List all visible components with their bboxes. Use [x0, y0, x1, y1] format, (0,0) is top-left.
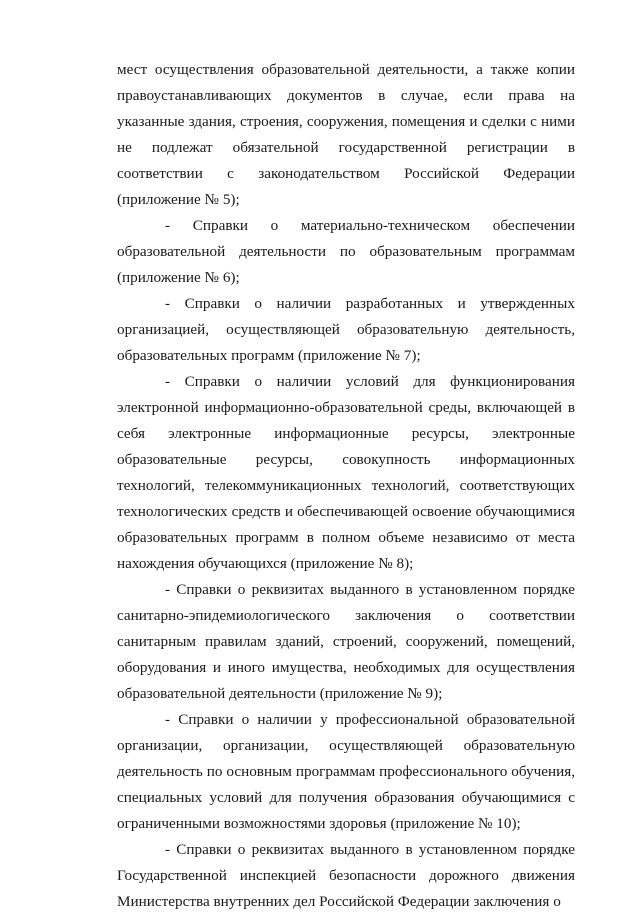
- list-item-appendix-6: - Справки о материально-техническом обеспечении образовательной деятельности по образовательным программам (приложение № 6);: [117, 217, 575, 286]
- paragraph-continuation: мест осуществления образовательной деятельности, а также копии правоустанавливающих документов в случае, если права на указанные здания, строения, сооружения, помещения и сделки с ними не подлежат обязательной государственной регистрации в соответствии с законодательством Российской Федерации (приложение № 5);: [117, 61, 575, 208]
- list-item-appendix-9: - Справки о реквизитах выданного в установленном порядке санитарно-эпидемиологического заключения о соответствии санитарным правилам зданий, строений, сооружений, помещений, оборудования и иного имущества, необходимых для осуществления образовательной деятельности (приложение № 9);: [117, 581, 575, 702]
- list-item-traffic-inspection: - Справки о реквизитах выданного в установленном порядке Государственной инспекцией безопасности дорожного движения Министерства внутренних дел Российской Федерации заключения о: [117, 841, 575, 910]
- document-body: [117, 57, 575, 915]
- list-item-appendix-7: - Справки о наличии разработанных и утвержденных организацией, осуществляющей образовательную деятельность, образовательных программ (приложение № 7);: [117, 295, 575, 364]
- list-item-appendix-10: - Справки о наличии у профессиональной образовательной организации, организации, осуществляющей образовательную деятельность по основным программам профессионального обучения, специальных условий для получения образования обучающимися с ограниченными возможностями здоровья (приложение № 10);: [117, 711, 575, 832]
- list-item-appendix-8: - Справки о наличии условий для функционирования электронной информационно-образовательной среды, включающей в себя электронные информационные ресурсы, электронные образовательные ресурсы, совокупность информационных технологий, телекоммуникационных технологий, соответствующих технологических средств и обеспечивающей освоение обучающимися образовательных программ в полном объеме независимо от места нахождения обучающихся (приложение № 8);: [117, 373, 575, 572]
